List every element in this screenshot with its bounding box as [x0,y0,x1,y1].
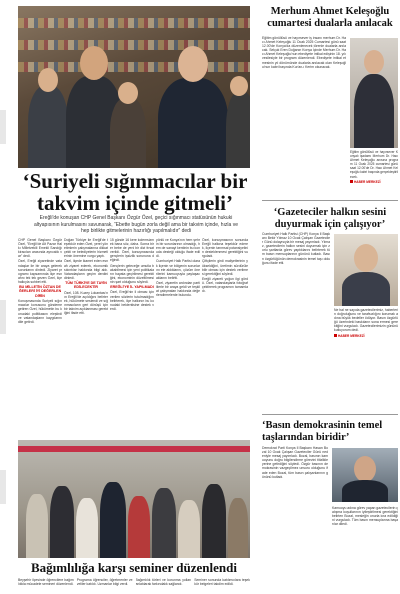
divider [262,414,398,415]
main-article-column-3 [110,238,154,434]
subheading: BU MİLLETİN ÖZTAN DEĞERLERİ İYİ DEĞERLENDİRİN [18,285,62,298]
sidebar-story-3-text-continued: Kamuoyu adına görev yapan gazetecilerin çalışma koşullarının iyileştirilmesi gerektiğini belirten Bozal, mesleğin onurla icra edildiğini vurguladı. Tüm basın mensuplarına başarılar diledi. [332,506,398,527]
sidebar-story-2-text: Cumhuriyet Halk Partisi (CHP) Konya İl Başkanı Bekir Yılmaz 10 Ocak Çalışan Gazeteciler Günü dolayısıyla bir mesaj yayımladı. Yılmaz, gazetecilerin halkın sesini duyurmak için zorlu şartlarda görev yaptıklarını belirterek tüm basın mensuplarının gününü kutladı. Basın özgürlüğünün demokrasinin temel taşı olduğunu ifade etti. [262,232,330,265]
bottom-column-2: Programa öğrenciler, öğretmenler ve veliler katıldı. Uzmanlar bilgi verdi. [76,578,133,587]
fold-shadow [0,470,6,504]
bottom-column-1: Beyşehir ilçesinde öğrencilere bağımlılıkla mücadele semineri düzenlendi. [18,578,74,587]
byline [350,180,398,184]
byline [334,334,398,338]
sidebar-story-1-title: Merhum Ahmet Keleşoğlu cumartesi dualarla anılacak [267,6,393,29]
paragraph: Özel, ilçede ikamet eden esnafı ziyaret ederek, ekonomik sıkıntılar hakkında bilgi aldı. Vatandaşların geçim derdini dinledi. [64,259,108,280]
paragraph: Özel, Ereğli'nin il olması için verilen sözlerin tutulmadığını belirterek, ilçe halkının bu konudaki beklentisine destek verdi. [110,290,154,311]
main-story-photo [18,6,250,168]
paragraph: yönlü ve Konya'nın hem şehrin bir sorunlarının olmadığı, hem de sanayi kentinin bu konuda desteği olduğu ifade edildi. [156,238,200,259]
paragraph: Özel, konuşmasının sonunda Ereğli halkına teşekkür ederek, ilçenin tarımsal potansiyelinin desteklenmesi gerektiğini vurguladı. [202,238,248,259]
keleşoğlu-portrait [350,38,398,148]
paragraph: Ne hal ne sayıda gazetecilerimiz, haberlerin doğruluğunu ve tarafsızlığını korumak adına büyük bedeller ödüyor. Basın özgürlüğü üzerindeki baskıların sona ermesi gerektiğini vurguladı. Gazetecilerimizin gününü kutluyorum dedi. [334,308,398,333]
subheading: EREĞLİ'YE İL YAPILMADI [110,285,154,290]
bottom-column-4: Seminer sonunda katılımcılara teşekkür belgeleri takdim edildi. [194,578,250,587]
sidebar-story-2-text-continued [334,308,398,408]
paragraph: CHP Genel Başkanı Özgür Özel, "Ereğli'de Alt Pazar Halkı Milletvekili Emekli Sandığı kiracıları arasında ayrıcalık var" dedi. [18,238,62,259]
bozal-portrait [332,448,398,502]
main-article-column-5 [202,238,248,434]
paragraph: Özel, 108. Kuzey Lokantası'nın Ereğli'de açıldığını belirterek, hükümete seslendi ve sığınmacıların geri dönüşü için bir takvim açıklanması gerektiğini ifade etti. [64,290,108,316]
paragraph: 15 günde 16 kere kıdemsizmek bana söz, daha. Sonra birer bebe de yeni bir dizi fırsat verildi. Özel, konuşmasında gençlerin işsizlik sorununa değindi. [110,238,154,263]
paragraph: Doğan Türkiye ile Ereğli'de teşekkür eden Özel, yerel yönetimlerin çalışmalarına dikkat çekti ve belediyelerin hizmetlerinin önemine vurgu yaptı. [64,238,108,259]
main-article-column-4 [156,238,200,434]
page-margin [0,0,14,594]
caption-text: Eğitim gönüllüsü ve hayırsever Konyalı işadamı Merhum Dr. Hacı Ahmet Keleşoğlu anısına program 11 Ocak 2025 cumartesi günü saat 12.00'de Dr. Hacı Ahmet Keleşoğlu kabri başında gerçekleştirilecek. [350,150,398,179]
paragraph: Özel, Ereğli ziyaretinde vatandaşlar ile bir araya gelerek sorunlarını dinledi. Ziyaret programı kapsamında ilçe esnafını tek tek gezen Özel, ilçe halkıyla sohbet etti. [18,259,62,284]
paragraph: Konuşmasında Suriyeli sığınmacılar konusunu gündeme getiren Özel, hükümetin bu konudaki politikasını eleştirdi ve vatandaşların kaygılarını dile getirdi. [18,299,62,324]
sidebar-story-3-title: ‘Basın demokrasinin temel taşlarından biridir’ [262,420,383,443]
main-article-column-1 [18,238,62,434]
byline-text: HABER MERKEZİ [338,333,365,338]
paragraph: Özel, ziyaretin ardından partililerle bir araya geldi ve teşkilat çalışmaları hakkında değerlendirmelerde bulundu. [156,280,200,298]
main-lede: Ereğli'de konuşan CHP Genel Başkanı Özgür Özel, geçici sığınmacı statüsünün hukuki altyapısının kurulmasını savunarak, “Ebette bugün zorla değil ama bir takvim içinde, hızla ve hep birlikte gitmelerinin hazırlığı yapılmalıdır” dedi [34,215,238,234]
paragraph: Ereğli ziyareti yoğun ilgi gördü. Özel, vatandaşlarla fotoğraf çektirerek programını tamamladı. [202,276,248,294]
yilmaz-portrait [334,234,398,306]
sidebar-story-1-text: Eğitim gönüllüsü ve hayırsever iş insanı merhum Dr. Hacı Ahmet Keleşoğlu 11 Ocak 2025 Cumartesi günü saat 12.00'de Konya'da düzenlenecek törenle dualarla anılacak. Selçuk Eren Doğanın Konya İçinde Merhum Dr. Hacı Ahmet Keleşoğlu'nun ebediyete intikal edişinin 18. yılı vesilesiyle bir program düzenlendi. Ebediyete intikal etmesinin yıl dönümünde dualarla anılacak olan Keleşoğlu'nun kabri başında Kur'an-ı Kerim okunacak. [262,36,346,69]
byline-text: HABER MERKEZİ [354,179,381,184]
paragraph: Çiftçilerin girdi maliyetlerinin yükseldiğini, üretimin sürdürülebilir olması için destek verilmesi gerektiğini söyledi. [202,259,248,276]
divider [262,200,398,201]
fold-shadow [0,300,6,334]
sidebar-story-2-title: ‘Gazeteciler halkın sesini duyurmak için çalışıyor’ [273,207,387,230]
subheading: TÜM TÜRKİYE DE TAYİN EDİLECEKTİR [65,280,107,290]
sidebar-story-3-text: Demokrat Parti Konya İl Başkanı Hasan Bozal 10 Ocak Çalışan Gazeteciler Günü nedeniyle mesaj yayımladı. Bozal, basının kamuoyunu doğru bilgilendirme görevini titizlikle yerine getirdiğini söyledi. Özgür basının demokrasinin vazgeçilmez unsuru olduğunu ifade eden Bozal, tüm basın çalışanlarının gününü kutladı. [262,446,328,479]
paragraph: Gençlerin geleceğe umutla bakabilmesi için yeni politikaların hayata geçirilmesi gerektiğini, ekonominin düzeltilmesinin şart olduğunu söyledi. [110,263,154,284]
bottom-headline: Bağımlılığa karşı seminer düzenlendi [31,560,237,575]
sidebar-story-1-caption [350,150,398,190]
main-article-column-2 [64,238,108,434]
fold-shadow [0,110,6,144]
seminar-photo [18,440,250,558]
right-sidebar [262,0,400,594]
bottom-article-columns [18,578,250,594]
bottom-column-3: Bağımlılık türleri ve korunma yolları anlatılarak farkındalık sağlandı. [135,578,192,587]
main-headline: ‘Suriyeli sığınmacılar bir takvim içinde gitmeli’ [22,169,248,215]
paragraph: Cumhuriyet Halk Partisi olarak ilçenin ve bölgenin sorunlarını ele aldıklarını, çözüm önerilerini kamuoyuyla paylaşacaklarını belirtti. [156,259,200,280]
